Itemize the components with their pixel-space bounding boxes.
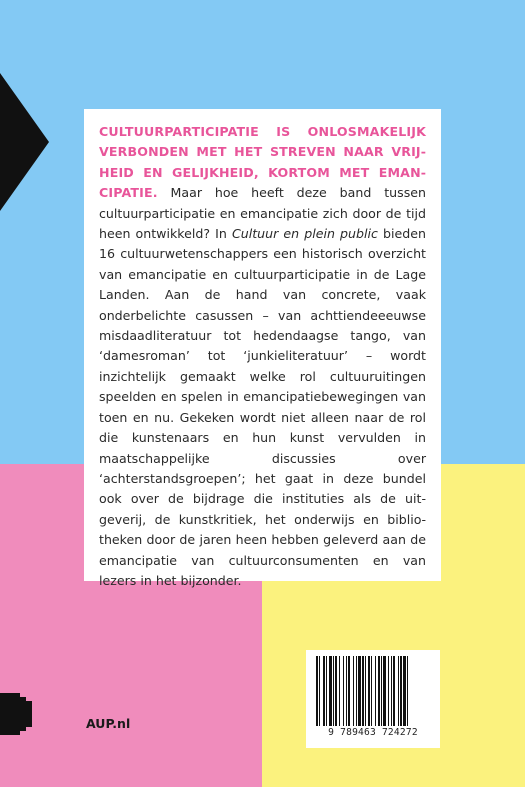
barcode-bar <box>375 656 376 726</box>
barcode-bar <box>398 656 399 726</box>
barcode-bar <box>339 656 340 726</box>
barcode-bar <box>343 656 344 726</box>
barcode-bar <box>381 656 382 726</box>
blurb-lead: CULTUURPARTICIPATIE IS ONLOSMAKELIJK VERBONDEN MET HET STREVEN NAAR VRIJHEID EN GELIJKHEID, KORTOM MET EMANCIPATIE. <box>99 124 426 201</box>
barcode-bar <box>346 656 347 726</box>
barcode-bar <box>393 656 395 726</box>
barcode-bar <box>333 656 334 726</box>
barcode-bar <box>383 656 386 726</box>
barcode-box <box>306 650 440 748</box>
barcode-bar <box>326 656 327 726</box>
blurb-text <box>99 122 426 591</box>
barcode-bar <box>316 656 318 726</box>
barcode-number: 9 789463 724272 <box>328 727 418 738</box>
barcode-bar <box>368 656 370 726</box>
blurb-part-2: bieden 16 cultuurwetenschappers een historisch overzicht van emancipatie en cultuurparticipatie in de Lage Landen. Aan de hand van concrete, vaak onderbelichte casussen – van achttiendeeeuwse misdaadliteratuur tot hedendaagse tango, van ‘damesroman’ tot ‘junkieliteratuur’ – wordt inzichtelijk gemaakt welke rol cultuuruitingen speelden en spelen in emancipatiebewegingen van toen en nu. Gekeken wordt niet alleen naar de rol die kunstenaars en hun kunst vervulden in maatschappelijke discussies over ‘achterstandsgroepen’; het gaat in deze bundel ook over de bijdrage die instituties als de uitgeverij, de kunstkritiek, het onderwijs en bibliotheken door de jaren heen hebben geleverd aan de emancipatie van cultuurconsumenten en van lezers in het bijzonder. <box>99 226 426 588</box>
barcode-bar <box>365 656 366 726</box>
barcode-bar <box>378 656 380 726</box>
barcode-bar <box>319 656 320 726</box>
publisher-url[interactable]: AUP.nl <box>86 716 131 731</box>
barcode-bar <box>362 656 364 726</box>
barcode-bar <box>403 656 406 726</box>
barcode-bar <box>371 656 372 726</box>
barcode-bar <box>329 656 332 726</box>
notched-edge-icon <box>0 693 32 735</box>
barcode-bar <box>356 656 357 726</box>
barcode-bar <box>400 656 402 726</box>
barcode-bar <box>391 656 392 726</box>
barcode-bar <box>388 656 389 726</box>
barcode-bar <box>335 656 337 726</box>
blurb-part-1: Maar hoe heeft deze band tussen cultuurparticipatie en emancipatie zich door de tijd heen ontwikkeld? In <box>99 185 426 242</box>
barcode-bar <box>348 656 350 726</box>
barcode-bar <box>323 656 325 726</box>
barcode-bars-icon <box>314 656 432 726</box>
blurb-panel <box>84 109 441 588</box>
barcode-bar <box>358 656 361 726</box>
barcode-bar <box>353 656 354 726</box>
triangle-ornament-icon <box>0 73 49 211</box>
barcode-bar <box>407 656 408 726</box>
book-title: Cultuur en plein public <box>231 226 378 242</box>
